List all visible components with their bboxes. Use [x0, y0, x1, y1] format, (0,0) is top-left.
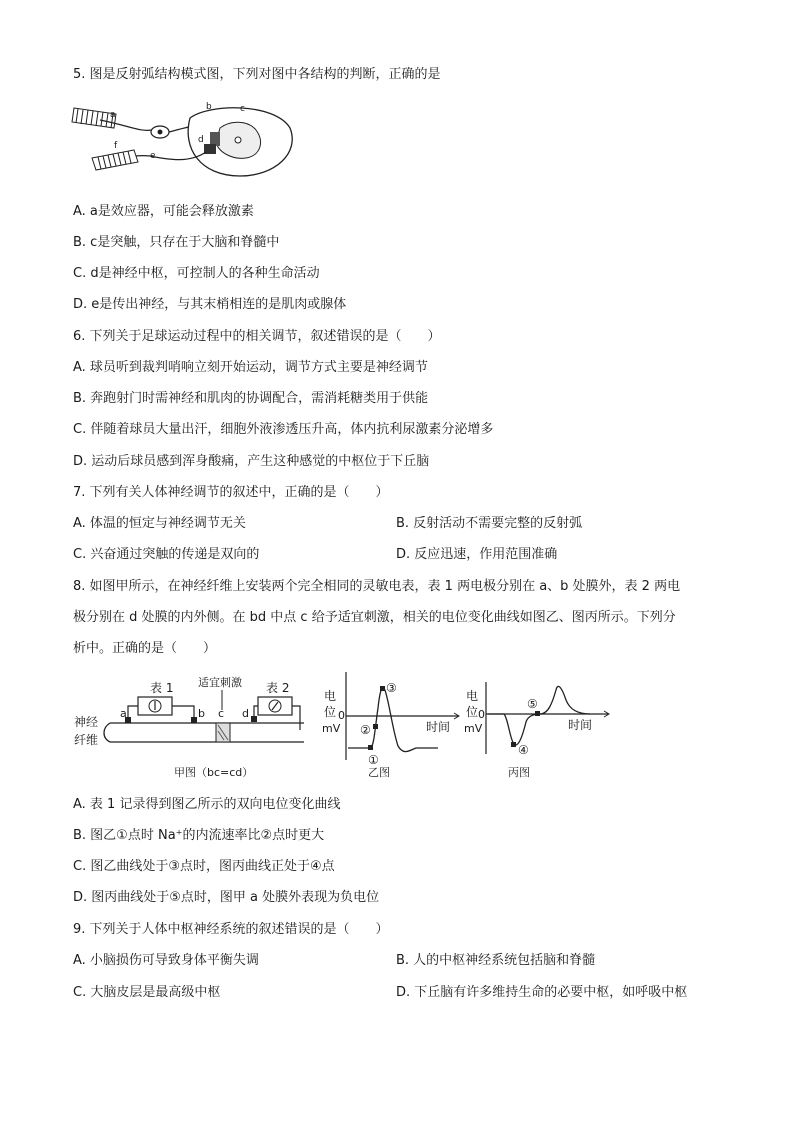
q7-option-a: A. 体温的恒定与神经调节无关 [73, 516, 246, 531]
q8-option-b: B. 图乙①点时 Na⁺的内流速率比②点时更大 [73, 828, 325, 843]
yi-marker-3: ③ [386, 681, 397, 695]
label-b: b [206, 102, 212, 112]
q7-option-c: C. 兴奋通过突触的传递是双向的 [73, 547, 260, 562]
q9-option-d: D. 下丘脑有许多维持生命的必要中枢，如呼吸中枢 [396, 985, 688, 1000]
figure-yi-potential-curve [318, 668, 464, 782]
yi-marker-2: ② [360, 723, 371, 737]
reflex-arc-figure [70, 98, 298, 188]
point-b: b [198, 707, 205, 720]
q7-stem: 7. 下列有关人体神经调节的叙述中，正确的是（ ） [73, 485, 389, 500]
q5-stem: 5. 图是反射弧结构模式图，下列对图中各结构的判断，正确的是 [73, 67, 441, 82]
bing-ylabel-1: 电 [466, 689, 479, 703]
point-d: d [242, 707, 249, 720]
q6-stem: 6. 下列关于足球运动过程中的相关调节，叙述错误的是（ ） [73, 329, 441, 344]
yi-xlabel: 时间 [426, 720, 451, 734]
bing-zero: 0 [478, 708, 485, 721]
figure-bing-potential-curve [464, 668, 614, 782]
q9-option-a: A. 小脑损伤可导致身体平衡失调 [73, 953, 259, 968]
label-c: c [240, 104, 245, 114]
stimulus-label: 适宜刺激 [198, 676, 242, 689]
label-f: f [114, 141, 118, 151]
q7-option-b: B. 反射活动不需要完整的反射弧 [396, 516, 583, 531]
effector-muscle-hatch [92, 150, 138, 170]
figure-jia-nerve-fiber [70, 668, 310, 782]
fig-jia-caption: 甲图（bc=cd） [174, 766, 254, 779]
q6-option-c: C. 伴随着球员大量出汗，细胞外液渗透压升高，体内抗利尿激素分泌增多 [73, 422, 494, 437]
yi-marker-1: ① [368, 753, 379, 767]
q9-option-c: C. 大脑皮层是最高级中枢 [73, 985, 221, 1000]
yi-ylabel-1: 电 [324, 689, 337, 703]
bing-unit: mV [464, 722, 483, 735]
q8-stem-line2: 极分别在 d 处膜的内外侧。在 bd 中点 c 给予适宜刺激，相关的电位变化曲线如图乙、图丙所示。下列分 [73, 610, 676, 625]
yi-curve [348, 688, 438, 752]
bing-caption: 丙图 [508, 766, 530, 779]
nerve-label-1: 神经 [74, 715, 99, 729]
q9-option-b: B. 人的中枢神经系统包括脑和脊髓 [396, 953, 596, 968]
q6-option-d: D. 运动后球员感到浑身酸痛，产生这种感觉的中枢位于下丘脑 [73, 454, 430, 469]
meter1-label: 表 1 [150, 681, 174, 695]
bing-ylabel-2: 位 [466, 705, 479, 719]
bing-marker-5: ⑤ [527, 697, 538, 711]
q7-option-d: D. 反应迅速，作用范围准确 [396, 547, 558, 562]
q5-option-d: D. e是传出神经，与其末梢相连的是肌肉或腺体 [73, 297, 347, 312]
q5-option-b: B. c是突触，只存在于大脑和脊髓中 [73, 235, 280, 250]
q8-option-a: A. 表 1 记录得到图乙所示的双向电位变化曲线 [73, 797, 341, 812]
point-a: a [120, 707, 127, 720]
yi-zero: 0 [338, 709, 345, 722]
q6-option-b: B. 奔跑射门时需神经和肌肉的协调配合，需消耗糖类用于供能 [73, 391, 429, 406]
yi-ylabel-2: 位 [324, 705, 337, 719]
point-c: c [218, 707, 225, 720]
q9-stem: 9. 下列关于人体中枢神经系统的叙述错误的是（ ） [73, 922, 389, 937]
q8-stem-line1: 8. 如图甲所示，在神经纤维上安装两个完全相同的灵敏电表，表 1 两电极分别在 a、b 处膜外，表 2 两电 [73, 579, 681, 594]
label-a: a [110, 110, 116, 120]
yi-unit: mV [322, 722, 341, 735]
yi-caption: 乙图 [368, 766, 390, 779]
q5-option-c: C. d是神经中枢，可控制人的各种生命活动 [73, 266, 320, 281]
bing-marker-4: ④ [518, 743, 529, 757]
q8-stem-line3: 析中。正确的是（ ） [73, 641, 217, 656]
bing-xlabel: 时间 [568, 718, 593, 732]
nerve-label-2: 纤维 [74, 733, 99, 747]
q8-option-d: D. 图丙曲线处于⑤点时，图甲 a 处膜外表现为负电位 [73, 890, 380, 905]
label-e: e [150, 151, 156, 161]
q8-option-c: C. 图乙曲线处于③点时，图丙曲线正处于④点 [73, 859, 335, 874]
q6-option-a: A. 球员听到裁判哨响立刻开始运动，调节方式主要是神经调节 [73, 360, 428, 375]
q5-option-a: A. a是效应器，可能会释放激素 [73, 204, 254, 219]
label-d: d [198, 135, 204, 145]
meter2-label: 表 2 [266, 681, 290, 695]
